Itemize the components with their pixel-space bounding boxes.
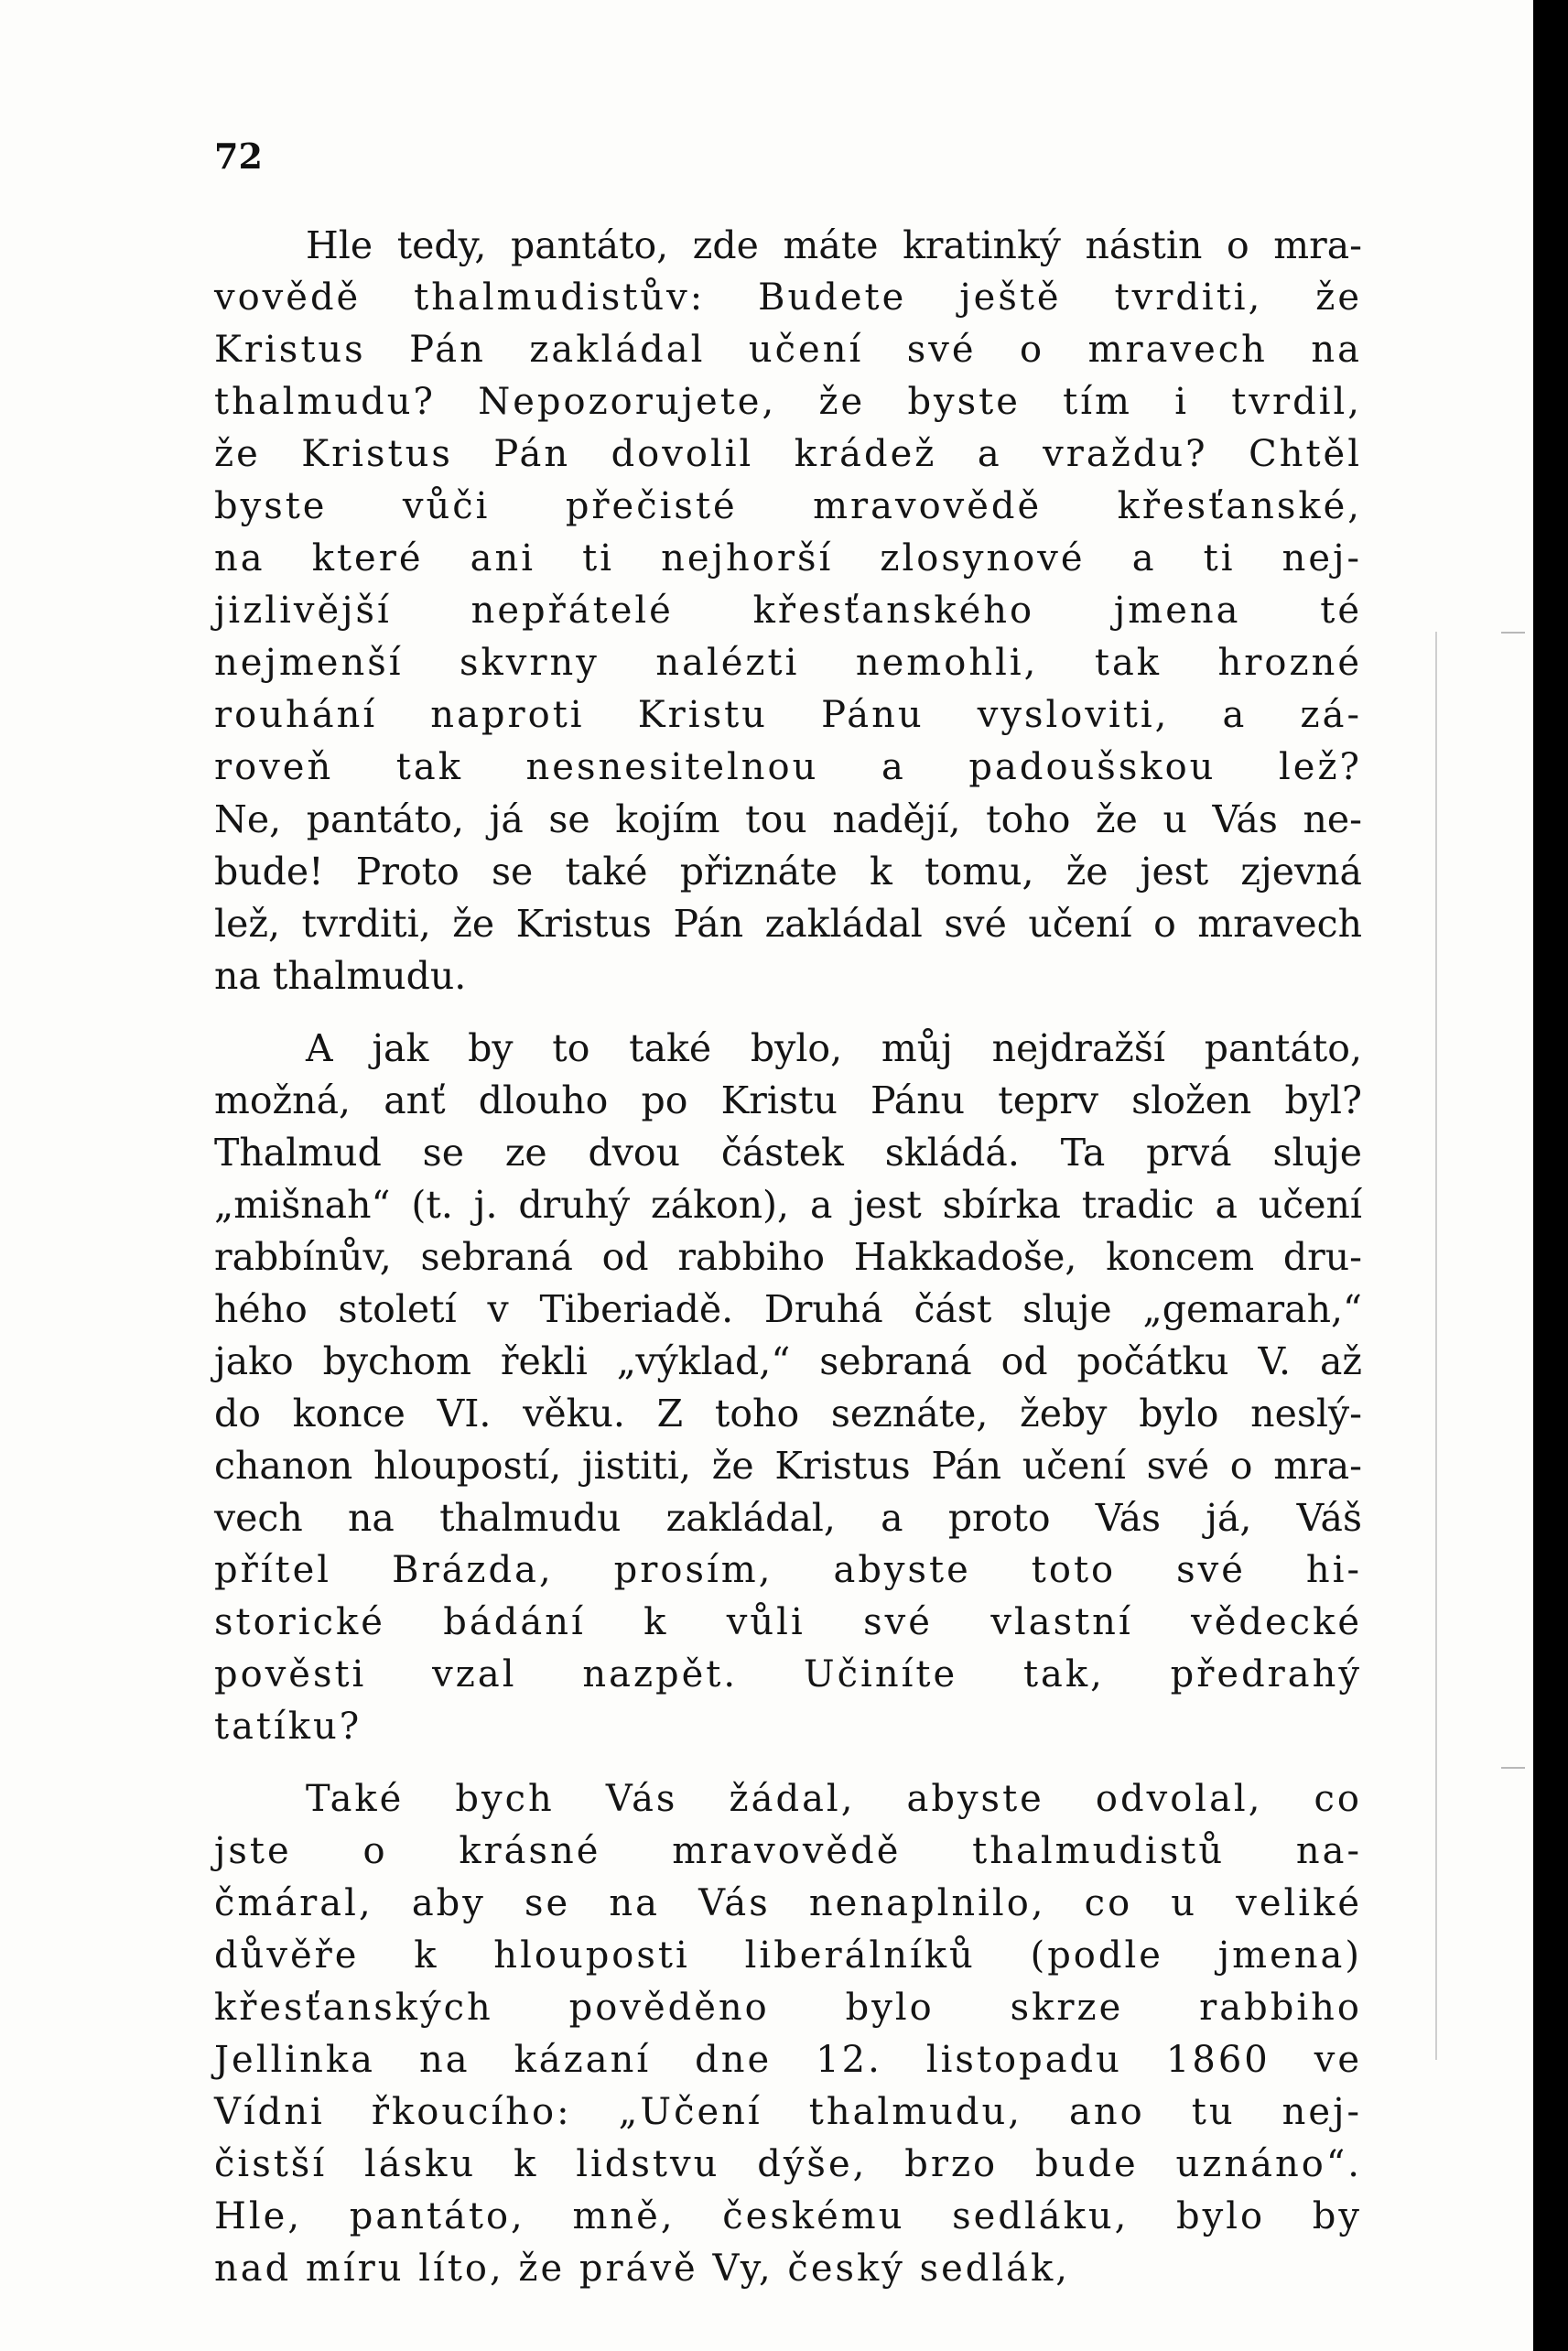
text-line: nejmenší skvrny nalézti nemohli, tak hrozné xyxy=(214,642,1362,684)
text-line: jste o krásné mravovědě thalmudistů na- xyxy=(214,1830,1362,1872)
text-line: tatíku? xyxy=(214,1706,362,1748)
text-line: Ne, pantáto, já se kojím tou nadějí, toho že u Vás ne- xyxy=(214,797,1362,841)
text-line: hého století v Tiberiadě. Druhá část sluje „gemarah,“ xyxy=(214,1287,1362,1331)
text-line: Hle tedy, pantáto, zde máte kratinký nástin o mra- xyxy=(306,223,1362,267)
text-line: pověsti vzal nazpět. Učiníte tak, předrahý xyxy=(214,1653,1362,1696)
text-line: Kristus Pán zakládal učení své o mravech na xyxy=(214,329,1362,371)
text-line: „mišnah“ (t. j. druhý zákon), a jest sbírka tradic a učení xyxy=(214,1183,1362,1227)
text-line: chanon hloupostí, jistiti, že Kristus Pán učení své o mra- xyxy=(214,1444,1362,1488)
text-line: vovědě thalmudistův: Budete ještě tvrditi, že xyxy=(214,276,1362,319)
text-line: čistší lásku k lidstvu dýše, brzo bude uznáno“. xyxy=(214,2143,1362,2185)
text-line: na které ani ti nejhorší zlosynové a ti nej- xyxy=(214,537,1362,580)
text-line: nad míru líto, že právě Vy, český sedlák, xyxy=(214,2248,1070,2290)
text-line: thalmudu? Nepozorujete, že byste tím i tvrdil, xyxy=(214,381,1362,423)
text-line: jako bychom řekli „výklad,“ sebraná od počátku V. až xyxy=(214,1339,1362,1383)
text-line: Vídni řkoucího: „Učení thalmudu, ano tu nej- xyxy=(214,2091,1362,2133)
margin-rule xyxy=(1435,632,1437,2060)
margin-dash xyxy=(1501,1767,1525,1769)
text-line: storické bádání k vůli své vlastní vědecké xyxy=(214,1601,1362,1643)
text-line: do konce VI. věku. Z toho seznáte, žeby bylo neslý- xyxy=(214,1392,1362,1436)
text-line: Také bych Vás žádal, abyste odvolal, co xyxy=(306,1778,1362,1820)
text-line: Thalmud se ze dvou částek skládá. Ta prvá sluje xyxy=(214,1131,1362,1175)
margin-dash xyxy=(1501,632,1525,634)
text-line: možná, anť dlouho po Kristu Pánu teprv složen byl? xyxy=(214,1078,1362,1122)
text-line: roveň tak nesnesitelnou a padoušskou lež? xyxy=(214,746,1362,788)
text-line: lež, tvrditi, že Kristus Pán zakládal své učení o mravech xyxy=(214,902,1362,946)
paragraph-gap xyxy=(214,1753,1362,1773)
text-line: byste vůči přečisté mravovědě křesťanské, xyxy=(214,485,1362,527)
text-line: že Kristus Pán dovolil krádež a vraždu? Chtěl xyxy=(214,433,1362,475)
text-line: důvěře k hlouposti liberálníků (podle jmena) xyxy=(214,1934,1362,1977)
text-line: bude! Proto se také přiznáte k tomu, že jest zjevná xyxy=(214,850,1362,894)
paragraph-gap xyxy=(214,1002,1362,1023)
text-line: na thalmudu. xyxy=(214,954,467,998)
text-line: čmáral, aby se na Vás nenaplnilo, co u veliké xyxy=(214,1882,1362,1924)
text-line: A jak by to také bylo, můj nejdražší pantáto, xyxy=(306,1026,1362,1070)
text-line: Jellinka na kázaní dne 12. listopadu 1860 ve xyxy=(214,2039,1362,2081)
page-number: 72 xyxy=(214,135,263,177)
text-line: rabbínův, sebraná od rabbiho Hakkadoše, koncem dru- xyxy=(214,1235,1362,1279)
page-text xyxy=(214,220,1362,2295)
text-line: Hle, pantáto, mně, českému sedláku, bylo by xyxy=(214,2195,1362,2237)
text-line: rouhání naproti Kristu Pánu vysloviti, a zá- xyxy=(214,694,1362,736)
text-line: přítel Brázda, prosím, abyste toto své hi- xyxy=(214,1549,1362,1591)
text-line: křesťanských pověděno bylo skrze rabbiho xyxy=(214,1987,1362,2029)
text-line: vech na thalmudu zakládal, a proto Vás já, Váš xyxy=(214,1496,1362,1540)
text-line: jizlivější nepřátelé křesťanského jmena té xyxy=(214,590,1362,632)
